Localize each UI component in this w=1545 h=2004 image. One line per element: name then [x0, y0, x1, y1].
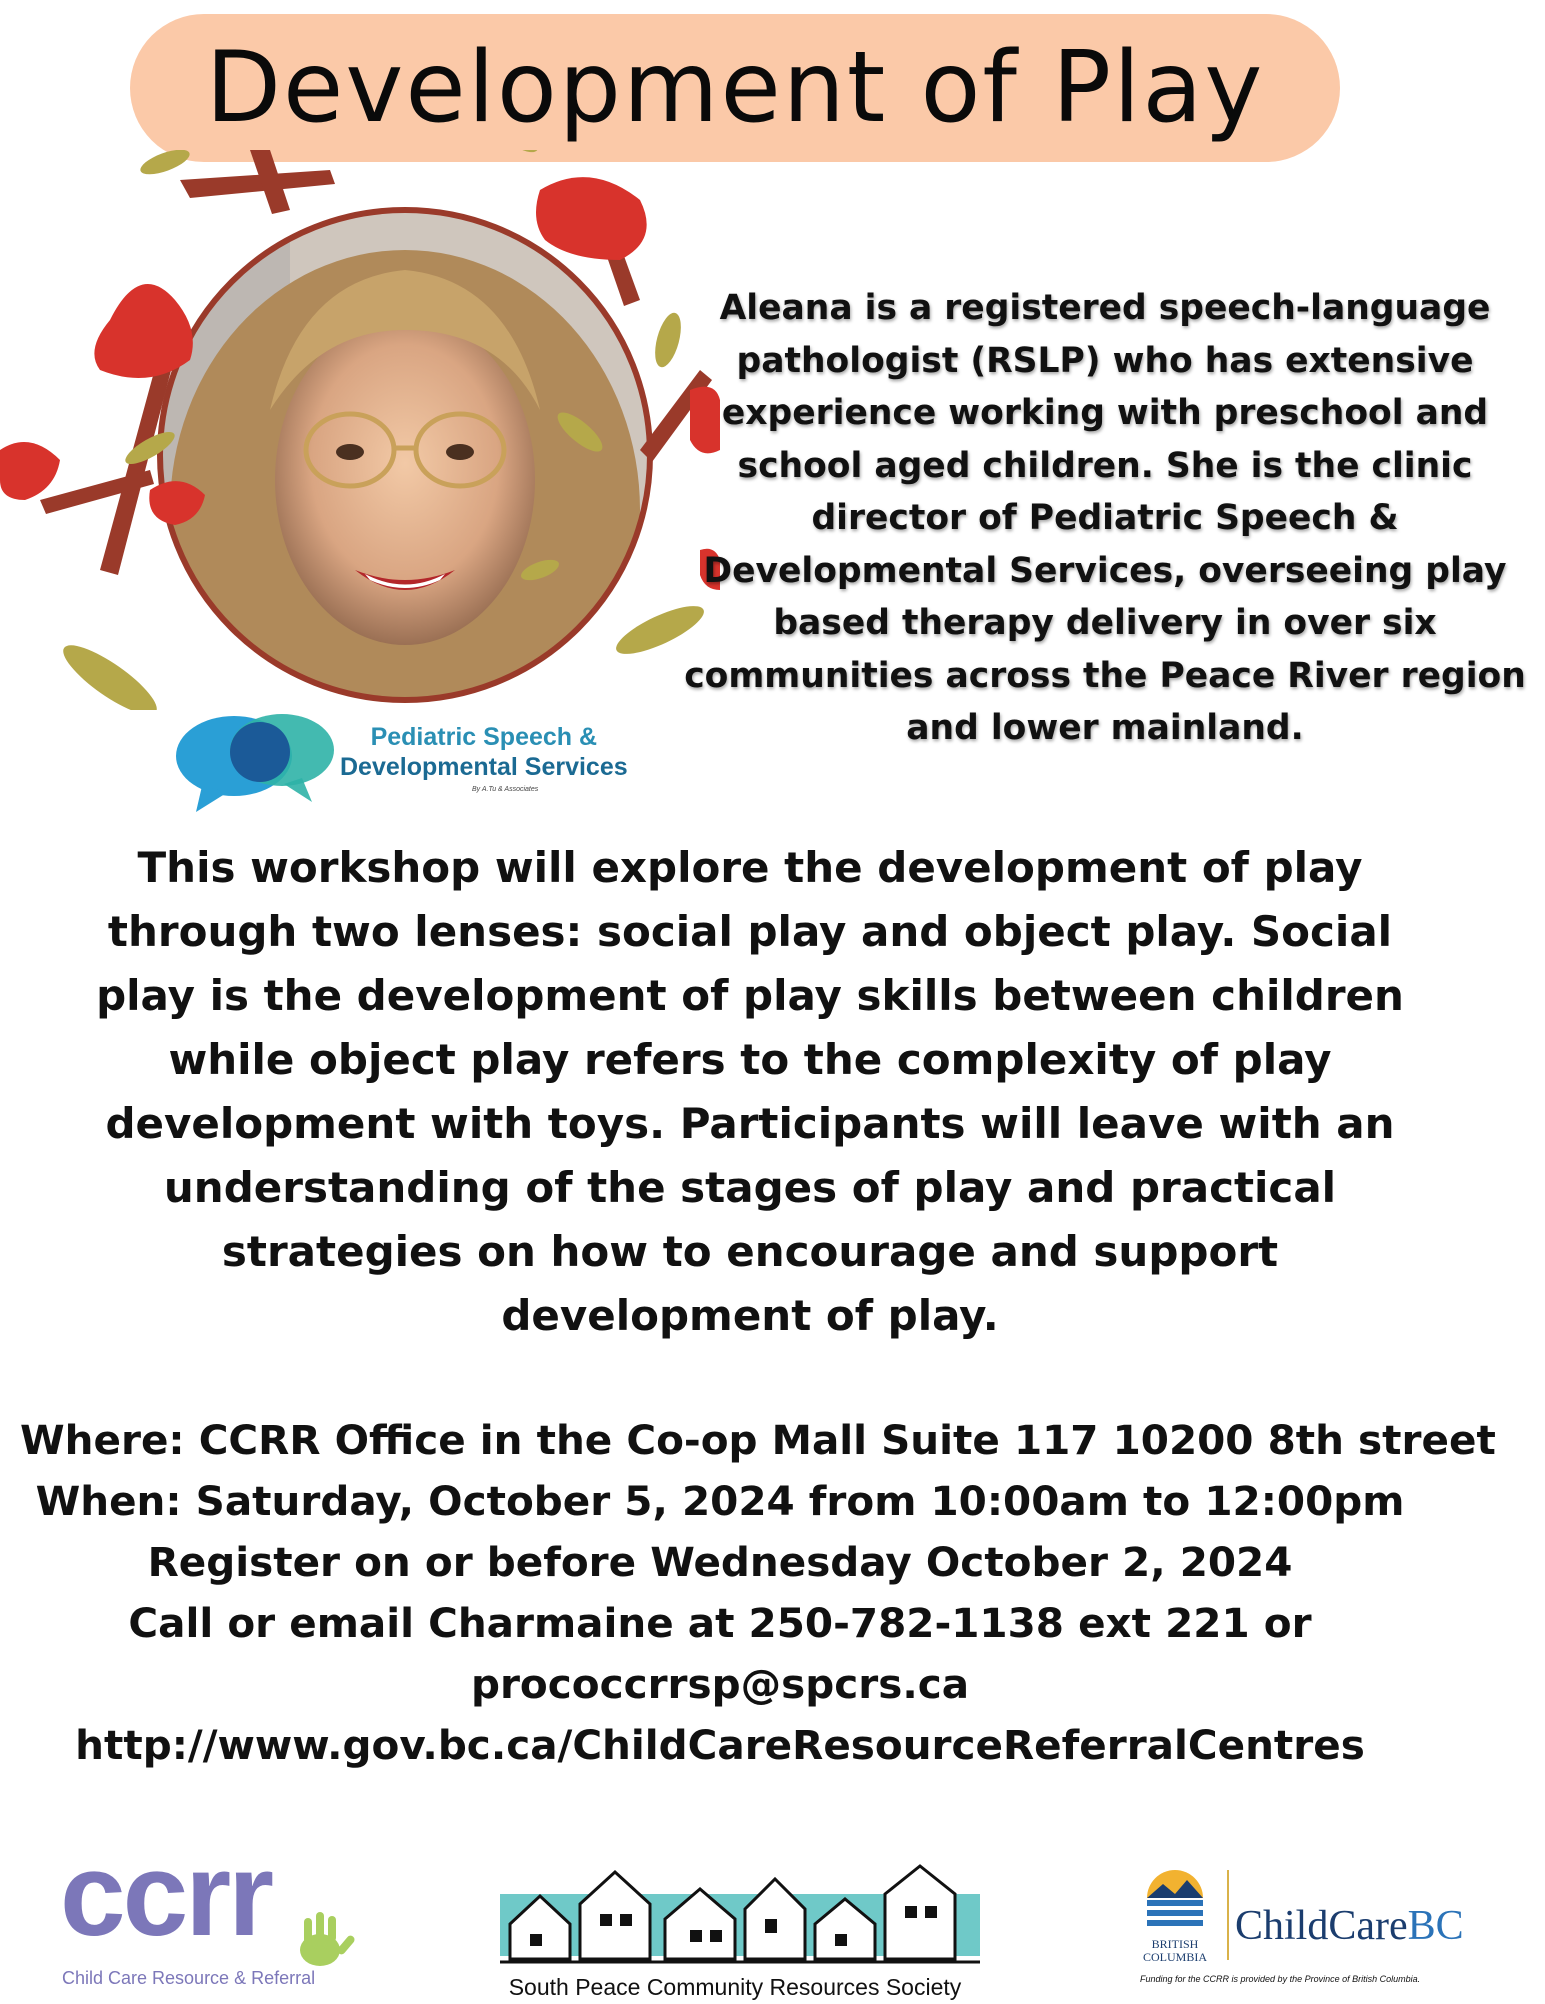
page-title: Development of Play: [205, 31, 1265, 145]
childcare-bc-logo: [1130, 1840, 1530, 2000]
sponsor-footer: [0, 1830, 1545, 2000]
bio-line: school aged children. She is the clinic: [737, 445, 1473, 486]
event-date-time: When: Saturday, October 5, 2024 from 10:00am to 12:00pm: [35, 1477, 1405, 1525]
info-url[interactable]: http://www.gov.bc.ca/ChildCareResourceReferralCentres: [75, 1721, 1365, 1769]
presenter-bio: [680, 282, 1530, 755]
bc-word-line1: BRITISH: [1151, 1937, 1199, 1951]
title-banner: [130, 14, 1340, 162]
bc-wordmark: [1130, 1938, 1220, 1964]
bio-line: based therapy delivery in over six: [773, 603, 1437, 643]
portrait-frame: [0, 150, 720, 710]
bc-crest-icon: [1145, 1860, 1205, 1936]
registration-deadline: Register on or before Wednesday October 2, 2024: [147, 1538, 1293, 1586]
contact-info: Call or email Charmaine at 250-782-1138 ext 221 or: [128, 1599, 1312, 1647]
description-line: This workshop will explore the development of play: [137, 843, 1363, 892]
ccrr-wordmark: ccrr: [60, 1829, 272, 1961]
ccrr-tagline: Child Care Resource & Referral: [62, 1968, 316, 1988]
bio-line: pathologist (RSLP) who has extensive: [736, 340, 1474, 381]
description-line: understanding of the stages of play and practical: [163, 1163, 1337, 1212]
psds-name-line1: Pediatric Speech &: [370, 723, 598, 751]
description-line: strategies on how to encourage and support: [221, 1227, 1279, 1276]
description-line: while object play refers to the complexity of play: [168, 1035, 1332, 1084]
bio-line: director of Pediatric Speech &: [811, 498, 1399, 538]
psds-name: [340, 722, 628, 782]
bio-line: Developmental Services, overseeing play: [703, 550, 1507, 591]
portrait-illustration: [0, 150, 720, 710]
bio-line: communities across the Peace River region: [684, 655, 1526, 696]
bc-word-line2: COLUMBIA: [1142, 1950, 1207, 1964]
description-line: development of play.: [501, 1291, 999, 1340]
description-line: through two lenses: social play and object play. Social: [107, 907, 1393, 956]
speech-bubbles-icon: [172, 706, 342, 816]
childcare-bc-word: BC: [1407, 1903, 1464, 1949]
bio-line: and lower mainland.: [906, 708, 1304, 748]
event-location: Where: CCRR Office in the Co-op Mall Suite 117 10200 8th street: [20, 1416, 1496, 1464]
bio-line: Aleana is a registered speech-language: [719, 288, 1491, 328]
spcrs-logo: [490, 1864, 990, 2004]
funding-note: Funding for the CCRR is provided by the Province of British Columbia.: [1140, 1974, 1421, 1984]
spcrs-name: South Peace Community Resources Society: [508, 1974, 962, 2000]
contact-email[interactable]: prococcrrsp@spcrs.ca: [470, 1660, 970, 1708]
description-line: play is the development of play skills between children: [96, 971, 1404, 1020]
bio-line: experience working with preschool and: [721, 393, 1489, 433]
logo-divider: [1227, 1870, 1229, 1960]
psds-subtitle: By A.Tu & Associates: [472, 786, 539, 793]
workshop-description: [60, 836, 1440, 1348]
ccrr-logo: [60, 1829, 380, 2000]
event-details: [20, 1410, 1496, 1776]
childcare-bc-wordmark: [1235, 1902, 1464, 1950]
pediatric-speech-logo: [172, 706, 632, 816]
childcare-word: ChildCare: [1235, 1903, 1408, 1949]
portrait-photo: [150, 200, 670, 710]
description-line: development with toys. Participants will leave with an: [105, 1099, 1395, 1148]
psds-name-line2: Developmental Services: [340, 753, 628, 781]
houses-icon: [490, 1864, 990, 1974]
handprint-icon: [290, 1912, 360, 1972]
